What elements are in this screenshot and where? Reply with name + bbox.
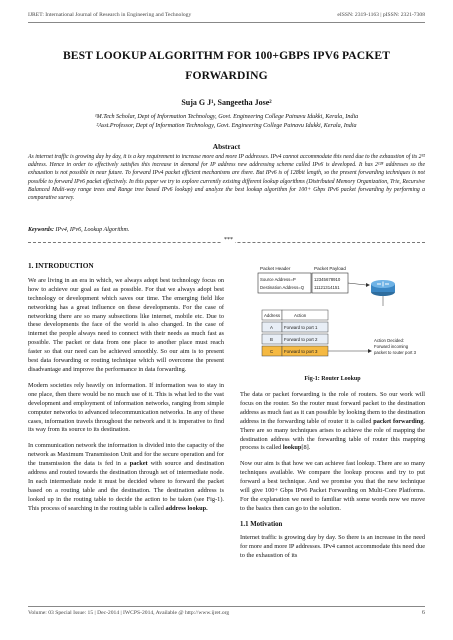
figure-caption-text: Fig-1: Router Lookup	[304, 376, 361, 382]
decision-line-2: Forward incoming	[374, 344, 409, 349]
right-column	[240, 391, 425, 567]
table-head-action: Action	[294, 313, 307, 318]
intro-p3-text-2: with source and destination address and routed towards the destination through set of intermediate node. In each intermediate node it must be decided where to forward the packet based on a routing table and the destination. The destination address is looked up in the routing table to decide the action to be taken (see Fig-1). This process of searching in the routing table is called	[28, 460, 224, 512]
running-header	[28, 12, 425, 18]
footer-text: Volume: 03 Special Issue: 15 | Dec-2014 | IWCPS-2014, Available @ http://www.ijret.org	[28, 610, 230, 616]
row-2-action: Forward to port 2	[284, 337, 318, 342]
affiliation-1: ¹M.Tech Scholar, Dept of Information Technology, Govt. Engineering College Painavu Idukki, Kerala, India	[94, 114, 359, 120]
separator-mark: ***	[224, 237, 233, 243]
decision-line-1: Action Decided:	[374, 338, 405, 343]
authors: Suja G J¹, Sangeetha Jose²	[181, 98, 272, 107]
payload-line-2: 11121314151	[314, 285, 340, 290]
journal-name: IJRET: International Journal of Research in Engineering and Technology	[28, 12, 192, 18]
packet-arrow	[348, 283, 366, 285]
abstract-heading: Abstract	[212, 142, 241, 151]
abstract-text: As internet traffic is growing day by day, it is a key requirement to increase more and more IP addresses. IPv4 cannot accommodate this need due to the exhaustion of its 2³² address. Hence in order to effectively satisfies this increase in demand for IP address new addressing scheme called IPv6 is developed. It has 2¹²⁸ addresses so the exhaustion is not possible in near future. To forward IPv4 packet efficient mechanisms are there. But IPv6 is of 128bit length, so the present forwarding techniques is not possible to forward IPv6 packet effectively. In this paper we try to explore currently existing different lookup algorithms (Distributed Memory Organization, Trie, Recursive Balanced Multi-way range trees and Range tree based IPv6 lookup) and analyze the best lookup algorithm for 100+ Gbps IPv6 packet forwarding by performing a comparative survey.	[28, 154, 425, 202]
decision-arrow-head	[368, 349, 372, 353]
row-1-address: A	[270, 325, 273, 330]
routing-table	[262, 310, 328, 356]
row-3-address: C	[270, 349, 274, 354]
right-paragraph-1	[240, 391, 425, 453]
term-packet-forwarding: packet forwarding	[373, 417, 424, 425]
packet-payload-label: Packet Payload	[314, 266, 346, 271]
keywords-label: Keywords:	[28, 227, 54, 233]
row-2-address: B	[270, 337, 273, 342]
header-rule	[28, 22, 425, 23]
packet-header-label: Packet Header	[260, 266, 291, 271]
payload-line-1: 12345678910	[314, 277, 341, 282]
intro-heading: 1. INTRODUCTION	[28, 261, 94, 270]
paper-title: BEST LOOKUP ALGORITHM FOR 100+GBPS IPV6 PACKET FORWARDING	[62, 49, 391, 82]
footer-rule	[28, 606, 425, 607]
page-number: 6	[422, 610, 425, 616]
intro-paragraph-2: Modern societies rely heavily on information. If information was to stay in one place, then there would be no much use of it. This is what led to the vast development and employment of information networks, ranging from simple computer networks to advanced telecommunication networks. In any of these cases, information travels throughout the network and it is imperative to find its way from its source to its destination.	[28, 381, 224, 434]
term-packet: packet	[129, 460, 148, 468]
intro-paragraph-1: We are living in an era in which, we always adopt best technology focus on how to achieve our goal as fast as possible. For that we always adopt best technology or development which saves our time. The emerging field like networking has a great influence on these developments. For the case of networking there are so many subsections like internet, mobile etc. Due to these developments the face of the world is also changed. In the case of internet the people always need to connect with their needs as much fast as possible. The packet or data from one place to another place must reach faster so that our need can be achieved smoothly. So our aim is to present best data forwarding or routing technique which will overcome the present disadvantage and improve the performance in data forwarding.	[28, 276, 224, 373]
right-p1-text-2: . There are so many techniques arises to achieve the role of mapping the destination address with the forwarding table of router this mapping process is called	[240, 417, 425, 452]
packet-payload-box	[312, 273, 348, 293]
keywords	[28, 227, 425, 233]
keywords-text: IPv4, IPv6, Lookup Algorithm.	[55, 227, 130, 233]
source-address: Source Address=P	[260, 277, 296, 282]
packet-header-box	[258, 273, 311, 293]
table-head-address: Address	[264, 313, 281, 318]
right-p1-text: The data or packet forwarding is the role of routers. So our work will focus on the router. So the router must forward packet to the destination address as much fast as it can possible by looking them to the destination address in the forwarding table of router it is called	[240, 391, 425, 425]
destination-address: Destination Address=Q	[260, 285, 305, 290]
term-address-lookup: address lookup.	[165, 504, 208, 512]
affiliation-2: ²Asst.Professor, Dept of Information Technology, Govt. Engineering College Painavu Idukki, Kerala, India	[96, 123, 357, 129]
issn: eISSN: 2319-1163 | pISSN: 2321-7308	[337, 12, 425, 18]
left-column	[28, 262, 224, 521]
right-paragraph-2: Now our aim is that how we can achieve fast lookup. There are so many techniques available. We compare the lookup process and try to put forward a best technique. And we promise you that the new technique will give 100+ Gbps IPv6 Packet Forwarding on Multi-Core Platforms. For the explanation we need to familiar with some words now we move to the basics then can go to the solution.	[240, 460, 425, 512]
motivation-paragraph: Internet traffic is growing day by day. So there is an increase in the need for more and more IP addresses. IPv4 cannot accommodate this need due to the exhaustion of its	[240, 533, 425, 559]
router-icon	[371, 280, 395, 296]
packet-arrow-head	[366, 283, 370, 287]
intro-p3-text: In communication network the information is divided into the capacity of the network as Maximum Transmission Unit and for the secure operation and for the transmission the data is fed in a	[28, 442, 224, 468]
term-lookup: lookup	[282, 444, 302, 452]
router-lookup-figure	[240, 262, 425, 372]
row-3-action: Forward to port 3	[284, 349, 318, 354]
intro-paragraph-3	[28, 442, 224, 513]
decision-line-3: packet to router port 3	[374, 350, 417, 355]
row-1-action: Forward to port 1	[284, 325, 318, 330]
citation-8: [8].	[301, 444, 311, 452]
motivation-heading: 1.1 Motivation	[240, 520, 283, 528]
page-footer	[28, 610, 425, 616]
figure-caption	[240, 376, 425, 382]
